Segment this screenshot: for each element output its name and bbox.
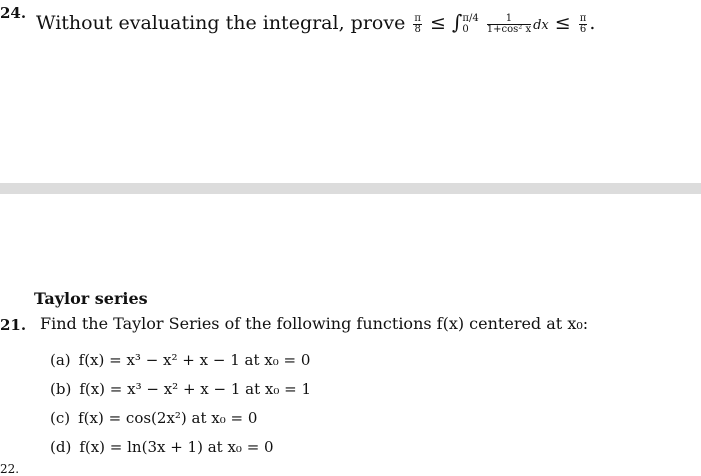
list-item [50, 351, 310, 369]
end-period: . [589, 12, 596, 34]
item-label: (b) [50, 380, 72, 398]
integral-sign: ∫ [451, 10, 463, 34]
item-label: (a) [50, 351, 71, 369]
problem-number: 24. [0, 4, 27, 22]
list-item [50, 438, 274, 456]
section-divider [0, 183, 701, 194]
list-item [50, 409, 257, 427]
lower-limit: 0 [462, 24, 469, 35]
left-bound-fraction: $\frac{\pi}{8}$ [414, 12, 421, 35]
dx: dx [533, 18, 549, 33]
problem-statement [36, 10, 595, 35]
item-text: f(x) = cos(2x²) at x₀ = 0 [78, 409, 258, 427]
section-title: Taylor series [34, 289, 148, 308]
leq-symbol: ≤ [554, 12, 571, 34]
upper-limit: π/4 [462, 13, 479, 24]
item-label: (d) [50, 438, 72, 456]
cut-off-number: 22. [0, 462, 20, 476]
list-item [50, 380, 311, 398]
problem-lead-text: Without evaluating the integral, prove [36, 12, 406, 34]
question-text: Find the Taylor Series of the following functions f(x) centered at x₀: [40, 314, 589, 333]
item-text: f(x) = x³ − x² + x − 1 at x₀ = 0 [78, 351, 311, 369]
item-text: f(x) = x³ − x² + x − 1 at x₀ = 1 [79, 380, 312, 398]
right-bound-fraction: $\frac{\pi}{6}$ [579, 12, 587, 35]
item-text: f(x) = ln(3x + 1) at x₀ = 0 [79, 438, 274, 456]
item-label: (c) [50, 409, 71, 427]
question-number: 21. [0, 316, 27, 334]
integrand-fraction: $\frac{1}{\text{1+cos² x}}$ [486, 12, 532, 35]
integral-limits [462, 13, 478, 35]
leq-symbol: ≤ [430, 12, 446, 34]
